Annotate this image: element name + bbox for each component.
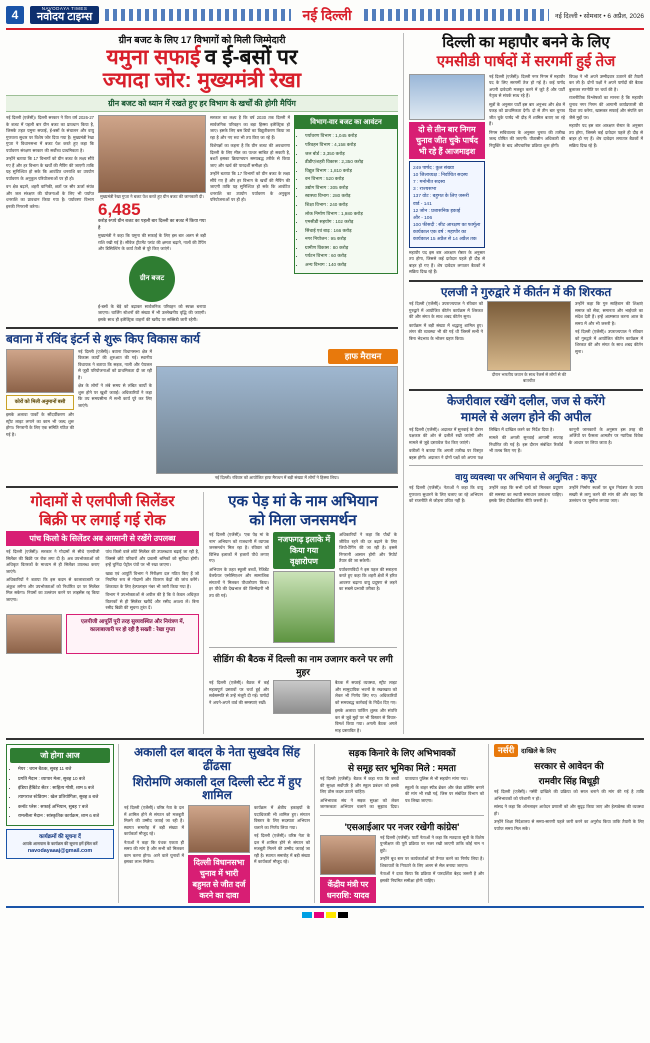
masthead-decor-bars-2 xyxy=(364,9,549,21)
sru-sir-stories xyxy=(314,744,484,903)
budget-item: • नगर नियोजन : 95 करोड़ xyxy=(305,235,394,243)
sru-headline-line1: सड़क किनारे के लिए अभिभावकों xyxy=(348,748,456,759)
today-event-item: • रामलीला मैदान : सांस्कृतिक कार्यक्रम, शाम 6 बजे xyxy=(18,812,110,819)
budget-item: • सिंचाई एवं बाढ़ : 166 करोड़ xyxy=(305,227,394,235)
mcd-text-col-2 xyxy=(335,680,397,734)
mayor-headline-line2: एमसीडी पार्षदों में सरगर्मी हुई तेज xyxy=(436,52,616,70)
tree-paragraph: अधिकारियों ने कहा कि पौधों के जीवित रहने की दर बढ़ाने के लिए जियो-टैगिंग की जा रही है। इससे निगरानी आसान होगी और रिपोर्ट तैयार की जा सकेगी। xyxy=(339,532,397,564)
mcd-paragraph: इसके अलावा पार्किंग शुल्क और संपत्ति कर से जुड़े मुद्दों पर भी विस्तार से विचार-विमर्श किया गया। अगली बैठक अगले माह प्रस्तावित है। xyxy=(335,708,397,733)
nursery-paragraph: उन्होंने शिक्षा निदेशालय से समय-सारणी पहले जारी करने का अनुरोध किया ताकि तैयारी के लिए पर्याप्त समय मिल सके। xyxy=(494,819,644,831)
mcd-fact: 3 : राज्यसभा xyxy=(413,187,437,193)
ayush-headline: वायु व्यवस्था पर अभियान से अनुचित : कपूर xyxy=(455,472,597,483)
color-swatch-cyan xyxy=(302,912,312,918)
lg-text-col-2 xyxy=(575,301,643,385)
akali-headline-line1: अकाली दल बादल के नेता सुखदेव सिंह ढींढसा xyxy=(133,745,301,774)
sir-headline: 'एसआईआर पर नजर रखेगी कांग्रेस' xyxy=(344,821,460,832)
akali-photo xyxy=(188,805,250,853)
print-registration-colorbar xyxy=(6,912,644,918)
budget-item: • अन्य विभाग : 140 करोड़ xyxy=(305,261,394,269)
green-budget-seal: ग्रीन बजट xyxy=(129,256,175,302)
mcd-fact: 7 : मनोनीत सदस्य xyxy=(413,179,445,185)
logo-latin-name: NAVODAYA TIMES xyxy=(41,6,88,12)
budget-item: • वन विभाग : 520 करोड़ xyxy=(305,175,394,183)
mayor-paragraph: महापौर पद इस बार आरक्षण रोस्टर के अनुसार तय होगा, जिससे कई दावेदार पहले ही दौड़ से बाहर हो गए हैं। शेष दावेदार लगातार बैठकों में सक्रिय दिख रहे हैं। xyxy=(569,123,643,148)
lg-photo xyxy=(487,301,571,371)
sir-caption: केंद्रीय मंत्री पर धनराशि: यादव xyxy=(320,877,376,903)
tree-paragraph: पर्यावरणविदों ने इस पहल की सराहना करते हुए कहा कि शहरी क्षेत्रों में हरित आवरण बढ़ाना वायु प्रदूषण से लड़ने का सबसे प्रभावी तरीका है। xyxy=(339,566,397,592)
today-event-item: • प्रगति मैदान : व्यापार मेला, सुबह 10 बजे xyxy=(18,775,110,782)
lead-paragraph: नई दिल्ली (एजेंसी)। दिल्ली सरकार ने वित्त वर्ष 2026-27 के बजट में पहली बार ग्रीन बजट का प्रावधान किया है, जिसके तहत यमुना सफाई, ई-बसों के संचालन और वायु गुणवत्ता सुधार पर विशेष जोर दिया गया है। मुख्यमंत्री रेखा गुप्ता ने विधानसभा में बजट पेश करते हुए कहा कि पर्यावरण संरक्षण सरकार की सर्वोच्च प्राथमिकता है। xyxy=(6,115,94,153)
budget-item: • विद्युत विभाग : 1,810 करोड़ xyxy=(305,167,394,175)
budget-item: • परिवहन विभाग : 4,158 करोड़ xyxy=(305,141,394,149)
mayor-col-3 xyxy=(569,74,643,276)
sir-photo xyxy=(320,835,376,875)
lead-big-number: 6,485 xyxy=(98,200,141,220)
lpg-paragraph: नई दिल्ली (एजेंसी)। सरकार ने गोदामों से सीधे एलपीजी सिलेंडर की बिक्री पर रोक लगा दी है। अब उपभोक्ताओं को अधिकृत वितरकों के माध्यम से ही सिलेंडर उपलब्ध कराए जाएंगे। xyxy=(6,549,100,574)
akali-headline-line2: शिरोमणि अकाली दल दिल्ली स्टेट में हुए शामिल xyxy=(132,774,302,803)
lead-body-col-3 xyxy=(210,115,290,323)
contact-email[interactable]: navodayaaaj@gmail.com xyxy=(27,847,93,854)
lpg-paragraph: विभाग ने उपभोक्ताओं से अपील की है कि वे केवल अधिकृत वितरकों से ही सिलेंडर खरीदें और रसीद अवश्य लें। बिना रसीद बिक्री की सूचना तुरंत दें। xyxy=(105,592,199,611)
lead-photo-caption: मुख्यमंत्री रेखा गुप्ता ने बजट पेश करते हुए ग्रीन बजट की जानकारी दी। xyxy=(100,194,204,200)
nursery-headline-line3: रामवीर सिंह बिधूड़ी xyxy=(538,776,600,787)
budget-item: • ग्रामीण विकास : 80 करोड़ xyxy=(305,244,394,252)
ayush-paragraph: उन्होंने निर्माण स्थलों पर धूल नियंत्रण के उपाय सख्ती से लागू करने की मांग की और कहा कि उल्लंघन पर जुर्माना लगाया जाए। xyxy=(569,485,643,504)
mayor-paragraph: विपक्ष ने भी अपने उम्मीदवार उतारने की तैयारी कर ली है। दोनों पक्षों ने अपने पार्षदों की बैठक बुलाकर रणनीति पर चर्चा की है। xyxy=(569,73,643,92)
bawana-paragraph: क्षेत्र के लोगों ने लंबे समय से लंबित कार्यों के शुरू होने पर खुशी जताई। अधिकारियों ने कहा कि तय समयसीमा में सभी कार्य पूरे कर लिए जाएंगे। xyxy=(78,383,152,408)
lead-paragraph: सरकार का लक्ष्य है कि वर्ष 2030 तक दिल्ली में सार्वजनिक परिवहन का बड़ा हिस्सा इलेक्ट्रिक हो जाए। इसके लिए बस डिपो का विद्युतीकरण किया जा रहा है और नए रूट भी तय किए जा रहे हैं। xyxy=(210,115,290,140)
lg-paragraph: कार्यक्रम में बड़ी संख्या में श्रद्धालु शामिल हुए। लंगर की व्यवस्था भी की गई थी जिसमें सभी ने बिना भेदभाव के भोजन ग्रहण किया। xyxy=(409,322,483,341)
sir-paragraph: उन्होंने बूथ स्तर पर कार्यकर्ताओं को तैनात करने का निर्णय लिया है। शिकायतों के निपटारे के लिए अलग से सेल बनाया जाएगा। xyxy=(380,856,484,868)
budget-item: • पर्यावरण विभाग : 1,045 करोड़ xyxy=(305,132,394,140)
akali-text-col xyxy=(124,805,184,903)
bawana-photo-block xyxy=(6,349,74,482)
mcd-text-col xyxy=(209,680,269,734)
mayor-paragraph: नई दिल्ली (एजेंसी)। दिल्ली नगर निगम में महापौर पद के लिए सरगर्मी तेज हो गई है। कई पार्षद अपनी दावेदारी मजबूत करने में जुटे हैं और पार्टी नेतृत्व से संपर्क साध रहे हैं। xyxy=(489,73,565,99)
mayor-photo xyxy=(409,74,485,120)
lead-subhead: ग्रीन बजट को ध्यान में रखते हुए हर विभाग के खर्चों की होगी मैपिंग xyxy=(6,95,398,112)
tree-paragraph: नई दिल्ली (एजेंसी)। 'एक पेड़ मां के नाम' अभियान को राजधानी में व्यापक जनसमर्थन मिल रहा है। रविवार को विभिन्न इलाकों में हजारों पौधे लगाए गए। xyxy=(209,532,269,564)
akali-paragraph: नई दिल्ली (एजेंसी)। वरिष्ठ नेता के दल में शामिल होने से संगठन को मजबूती मिलने की उम्मीद जताई जा रही है। स्वागत समारोह में बड़ी संख्या में कार्यकर्ता मौजूद रहे। xyxy=(254,833,310,865)
lpg-headline-line1: गोदामों से एलपीजी सिलेंडर xyxy=(30,492,175,510)
akali-paragraph: नई दिल्ली (एजेंसी)। वरिष्ठ नेता के दल में शामिल होने से संगठन को मजबूती मिलने की उम्मीद जताई जा रही है। स्वागत समारोह में बड़ी संख्या में कार्यकर्ता मौजूद रहे। xyxy=(124,805,184,837)
budget-allocation-panel xyxy=(294,115,398,323)
mcd-fact: 10 जिलाध्यक्ष : निर्वाचित सदस्य xyxy=(413,172,468,178)
right-section xyxy=(403,33,643,734)
budget-item: • एमसीडी सहयोग : 102 करोड़ xyxy=(305,218,394,226)
tree-paragraph: अभियान के तहत स्कूली बच्चों, रेजिडेंट वेलफेयर एसोसिएशन और सामाजिक संगठनों ने मिलकर पौधारोपण किया। हर पौधे की देखभाल की जिम्मेदारी भी तय की गई। xyxy=(209,566,269,598)
color-swatch-black xyxy=(338,912,348,918)
mcd-photo-block xyxy=(273,680,331,734)
bawana-text-block xyxy=(78,349,152,482)
budget-item: • जल बोर्ड : 3,350 करोड़ xyxy=(305,150,394,158)
akali-story xyxy=(118,744,310,903)
publication-logo xyxy=(30,6,99,24)
kejriwal-paragraph: नई दिल्ली (एजेंसी)। अदालत में सुनवाई के दौरान पक्षकार की ओर से दलीलें रखी जाएंगी और मामले से जुड़े दस्तावेज पेश किए जाएंगे। xyxy=(409,426,483,445)
nursery-headline-line2: सरकार से आवेदन की xyxy=(534,761,604,772)
ayush-paragraph: उन्होंने कहा कि सभी दलों को मिलकर प्रदूषण की समस्या का स्थायी समाधान तलाशना चाहिए। इसके लिए दीर्घकालिक नीति जरूरी है। xyxy=(489,485,563,504)
lead-paragraph: उन्होंने बताया कि 17 विभागों को ग्रीन बजट के लक्ष्य सौंपे गए हैं और हर विभाग के खर्चों की मैपिंग की जाएगी ताकि यह सुनिश्चित हो सके कि आवंटित धनराशि का उपयोग पर्यावरण के अनुकूल परियोजनाओं पर ही हो। xyxy=(6,156,94,181)
mayor-col-2 xyxy=(489,74,565,276)
bawana-quote: कोरों को मिली अनुमानों बसी xyxy=(6,395,74,411)
mcd-fact: कार्यकाल एक वर्ष : महापौर का कार्यकाल 15 अप्रैल से 14 अप्रैल तक xyxy=(413,230,477,243)
lg-headline: एलजी ने गुरुद्वारे में कीर्तन में की शिरकत xyxy=(440,284,612,299)
lead-paragraph: मुख्यमंत्री ने कहा कि यमुना की सफाई के लिए इस बार अलग से बड़ी राशि रखी गई है। सीवेज ट्रीटमेंट प्लांट की क्षमता बढ़ाने, नालों की टैपिंग और डिसिल्टिंग के कार्य तेजी से पूरे किए जाएंगे। xyxy=(98,233,206,252)
masthead-city: नई दिल्ली xyxy=(302,6,352,23)
bawana-paragraph: इसके अलावा पार्कों के सौंदर्यीकरण और स्ट्रीट लाइट लगाने का काम भी जल्द शुरू होगा। निगरानी के लिए एक समिति गठित की गई है। xyxy=(6,412,74,437)
reader-contact-box xyxy=(6,829,114,859)
nursery-headline-line1: दाखिले के लिए xyxy=(521,748,556,756)
today-event-item: • कनॉट प्लेस : सफाई अभियान, सुबह 7 बजे xyxy=(18,803,110,810)
tree-photo-caption: नजफगढ़ इलाके में किया गया वृक्षारोपण xyxy=(273,532,335,569)
lpg-paragraph: अधिकारियों ने बताया कि इस कदम से कालाबाजारी पर अंकुश लगेगा और उपभोक्ताओं को निर्धारित दर पर सिलेंडर मिल सकेगा। नियमों का उल्लंघन करने पर लाइसेंस रद्द किया जाएगा। xyxy=(6,577,100,602)
kejriwal-headline-line1: केजरीवाल रखेंगे दलील, जज से करेंगे xyxy=(446,394,606,409)
marathon-caption: नई दिल्ली। रविवार को आयोजित हाफ मैराथन में बड़ी संख्या में लोगों ने हिस्सा लिया। xyxy=(214,474,340,480)
akali-caption: दिल्ली विधानसभा चुनाव में भारी बहुमत से जीत दर्ज करने का दावा xyxy=(188,855,250,903)
lpg-paragraph: खाद्य एवं आपूर्ति विभाग ने निरीक्षण दल गठित किए हैं जो नियमित रूप से गोदामों और वितरण केंद्रों की जांच करेंगे। शिकायत के लिए हेल्पलाइन नंबर भी जारी किया गया है। xyxy=(105,570,199,589)
today-events-block xyxy=(6,744,114,903)
bawana-photo xyxy=(6,349,74,393)
lpg-story xyxy=(6,492,199,735)
marathon-badge: हाफ मैराथन xyxy=(328,349,398,364)
sir-text-col xyxy=(380,835,484,903)
lead-photo-block xyxy=(98,115,206,323)
mayor-paragraph: सूत्रों के अनुसार पार्टी इस बार अनुभव और क्षेत्र में पकड़ को प्राथमिकता देगी। दो से तीन बार चुनाव जीत चुके पार्षद भी दौड़ में शामिल बताए जा रहे हैं। xyxy=(489,101,565,127)
tree-headline-line1: एक पेड़ मां के नाम अभियान xyxy=(228,492,378,510)
tree-photo xyxy=(273,571,335,643)
tree-text-col xyxy=(209,532,269,643)
lpg-subhead: पांच किलो के सिलेंडर अब आसानी से रखेंगे उपलब्ध xyxy=(6,531,199,546)
sru-paragraph: नई दिल्ली (एजेंसी)। बैठक में कहा गया कि बच्चों की सुरक्षा सर्वोपरि है और स्कूल प्रबंधन को इसके लिए ठोस कदम उठाने चाहिए। xyxy=(320,776,399,795)
today-event-item: • मेयर : चयन बैठक, सुबह 11 बजे xyxy=(18,765,110,772)
sru-headline-line2: से समूह स्तर भूमिका मिले : ममता xyxy=(348,763,456,774)
tree-photo-block xyxy=(273,532,335,643)
mayor-paragraph: राजनीतिक विश्लेषकों का मानना है कि महापौर चुनाव नगर निगम की आगामी कार्यप्रणाली की दिशा तय करेगा, खासकर सफाई और संपत्ति कर जैसे मुद्दों पर। xyxy=(569,95,643,120)
mayor-paragraph: निगम सचिवालय के अनुसार चुनाव की तारीख जल्द घोषित की जाएगी। पीठासीन अधिकारी की नियुक्ति के बाद औपचारिक प्रक्रिया शुरू होगी। xyxy=(489,129,565,148)
budget-item: • लोक निर्माण विभाग : 1,980 करोड़ xyxy=(305,210,394,218)
budget-item: • पर्यटन विभाग : 60 करोड़ xyxy=(305,252,394,260)
bottom-section xyxy=(6,744,644,903)
bawana-headline: बवाना में रविंद इंटर्न से शुरू किए विकास कार्य xyxy=(6,332,200,347)
mcd-meeting-headline: सीडिंग की बैठक में दिल्ली का नाम उजागर करने पर लगी मुहर xyxy=(213,654,393,678)
mayor-headline-part3: बनने के लिए xyxy=(542,34,610,51)
sir-paragraph: नेताओं ने दावा किया कि प्रक्रिया में पारदर्शिता बेहद जरूरी है और इसकी नियमित समीक्षा होनी चाहिए। xyxy=(380,871,484,883)
mcd-photo xyxy=(273,680,331,714)
budget-panel-title: विभाग-वार बजट का आवंटन xyxy=(295,116,397,129)
mcd-fact: वार्ड - 141 xyxy=(413,201,432,207)
lead-photo xyxy=(98,115,206,193)
lpg-minister-photo xyxy=(6,614,62,654)
kejriwal-paragraph: कानूनी जानकारों के अनुसार इस तरह की अर्जियों पर फैसला आमतौर पर न्यायिक विवेक के आधार पर लिया जाता है। xyxy=(569,426,643,445)
mcd-fact: और - 106 xyxy=(413,215,433,221)
sir-photo-block xyxy=(320,835,376,903)
mcd-paragraph: नई दिल्ली (एजेंसी)। बैठक में कई महत्वपूर्ण प्रस्तावों पर चर्चा हुई और सर्वसम्मति से उन्हें मंजूरी दी गई। पार्षदों ने अपने-अपने वार्ड की समस्याएं रखीं। xyxy=(209,680,269,705)
lg-paragraph: उन्होंने कहा कि गुरु साहिबान की शिक्षाएं समाज को सेवा, समानता और भाईचारे का संदेश देती हैं। इन्हें आत्मसात करना आज के समय में और भी जरूरी है। xyxy=(575,301,643,326)
kejriwal-paragraph: वकीलों ने बताया कि अगली तारीख पर विस्तृत बहस होगी। अदालत ने दोनों पक्षों को अपना पक्ष लिखित में दाखिल करने का निर्देश दिया है। xyxy=(409,426,554,460)
sru-paragraph: स्कूलों के बाहर स्पीड ब्रेकर और जेब्रा क्रॉसिंग बनाने की मांग भी रखी गई, जिस पर संबंधित विभाग को पत्र लिखा जाएगा। xyxy=(405,784,484,803)
mcd-paragraph: बैठक में सफाई व्यवस्था, स्ट्रीट लाइट और सामुदायिक भवनों के रखरखाव को लेकर भी निर्णय लिए गए। अधिकारियों को समयबद्ध कार्रवाई के निर्देश दिए गए। xyxy=(335,680,397,705)
mcd-fact: 249 पार्षद : कुल संख्या xyxy=(413,165,454,171)
lead-paragraph: विशेषज्ञों का कहना है कि ग्रीन बजट की अवधारणा दिल्ली के लिए मील का पत्थर साबित हो सकती है, बशर्ते इसका क्रियान्वयन समयबद्ध तरीके से किया जाए और खर्च की पारदर्शी समीक्षा हो। xyxy=(210,143,290,168)
akali-paragraph: नेताओं ने कहा कि पंथक एकता ही समय की मांग है और सभी को मिलकर काम करना होगा। आने वाले चुनावों में इसका लाभ मिलेगा। xyxy=(124,839,184,865)
tree-headline-line2: को मिला जनसमर्थन xyxy=(249,511,357,529)
left-section xyxy=(6,33,398,734)
page-number: 4 xyxy=(6,6,24,24)
nursery-story xyxy=(488,744,644,903)
mayor-headline-line1 xyxy=(409,35,643,52)
mayor-headline-part1: दिल्ली का xyxy=(442,34,495,51)
lead-headline-part2: व ई-बसों पर xyxy=(204,46,298,69)
ayush-paragraph: नई दिल्ली (एजेंसी)। नेताओं ने कहा कि वायु गुणवत्ता सुधारने के लिए चलाए जा रहे अभियान को राजनीति से जोड़ना उचित नहीं है। xyxy=(409,485,483,504)
contact-subtitle: आपके आसपास के कार्यक्रम की सूचना हमें ईमेल करें xyxy=(22,840,98,846)
lead-paragraph: ई-बसों के बेड़े को बढ़ाकर सार्वजनिक परिवहन को स्वच्छ बनाया जाएगा। चार्जिंग स्टेशनों की संख्या में भी उल्लेखनीय वृद्धि की जाएगी। इसके साथ ही इलेक्ट्रिक वाहनों की खरीद पर सब्सिडी जारी रहेगी। xyxy=(98,303,206,322)
lg-text-col xyxy=(409,301,483,385)
lg-photo-caption: दौरान भारतीय जवान के साथ रेंजर्स से लोगों से की बातचीत xyxy=(491,372,567,384)
logo-hindi-name: नवोदय टाइम्स xyxy=(37,10,93,23)
tree-story xyxy=(203,492,397,735)
tree-text-col-2 xyxy=(339,532,397,643)
budget-item: • उद्योग विभाग : 305 करोड़ xyxy=(305,184,394,192)
mayor-col-1 xyxy=(409,74,485,276)
lpg-headline-line2: बिक्री पर लगाई गई रोक xyxy=(39,511,166,529)
nursery-paragraph: नई दिल्ली (एजेंसी)। नर्सरी दाखिले की प्रक्रिया को सरल बनाने की मांग की गई है ताकि अभिभावकों को परेशानी न हो। xyxy=(494,789,644,801)
masthead xyxy=(6,4,644,30)
lead-kicker: ग्रीन बजट के लिए 17 विभागों को मिली जिम्मेदारी xyxy=(118,35,286,46)
nursery-badge: नर्सरी xyxy=(494,744,518,757)
masthead-date: नई दिल्ली • सोमवार • 6 अप्रैल, 2026 xyxy=(554,12,644,20)
color-swatch-yellow xyxy=(326,912,336,918)
lead-big-number-sub: करोड़ रुपये ग्रीन बजट का पहली बार दिल्ली का बजट में किया गया है xyxy=(98,218,206,230)
lg-photo-block xyxy=(487,301,571,385)
masthead-decor-bars xyxy=(105,9,290,21)
lg-paragraph: नई दिल्ली (एजेंसी)। उपराज्यपाल ने रविवार को गुरुद्वारे में आयोजित कीर्तन कार्यक्रम में शिरकत की और संगत के साथ शबद कीर्तन सुना। xyxy=(575,329,643,354)
mcd-fact: 137 वोट : बहुमत के लिए जरूरी xyxy=(413,194,469,200)
kejriwal-headline-line2: मामले से अलग होने की अपील xyxy=(460,410,592,424)
lead-paragraph: वन क्षेत्र बढ़ाने, शहरी वानिकी, छतों पर सौर ऊर्जा संयंत्र और जल संरक्षण की योजनाओं के लिए भी पर्याप्त धनराशि का प्रावधान किया गया है। पर्यावरण विभाग इनकी निगरानी करेगा। xyxy=(6,184,94,209)
mcd-fact: 12 जोन : प्रशासनिक इकाई xyxy=(413,208,461,214)
akali-photo-block xyxy=(188,805,250,903)
mayor-paragraph: महापौर पद इस बार आरक्षण रोस्टर के अनुसार तय होगा, जिससे कई दावेदार पहले ही दौड़ से बाहर हो गए हैं। शेष दावेदार लगातार बैठकों में सक्रिय दिख रहे हैं। xyxy=(409,249,485,275)
marathon-block xyxy=(156,349,398,482)
lead-headline-part1: यमुना सफाई xyxy=(106,46,201,69)
mcd-fact: 100 फीसदी : सीट आरक्षण का फार्मूला xyxy=(413,223,481,229)
color-swatch-magenta xyxy=(314,912,324,918)
mayor-headline-part2: महापौर xyxy=(498,34,539,51)
today-event-item: • त्यागराज स्टेडियम : खेल प्रतियोगिता, सुबह 8 बजे xyxy=(18,793,110,800)
budget-item: • स्वास्थ्य विभाग : 280 करोड़ xyxy=(305,192,394,200)
akali-text-col-2 xyxy=(254,805,310,903)
today-box-title: जो होगा आज xyxy=(10,748,110,763)
bawana-paragraph: नई दिल्ली (एजेंसी)। बवाना विधानसभा क्षेत्र में विकास कार्यों की शुरुआत की गई। स्थानीय विधायक ने बताया कि सड़क, नाली और पेयजल से जुड़ी परियोजनाओं को प्राथमिकता दी जा रही है। xyxy=(78,348,152,380)
today-event-list xyxy=(10,765,110,819)
lg-paragraph: नई दिल्ली (एजेंसी)। उपराज्यपाल ने रविवार को गुरुद्वारे में आयोजित कीर्तन कार्यक्रम में शिरकत की और संगत के साथ शबद कीर्तन सुना। xyxy=(409,301,483,320)
mayor-photo-caption: दो से तीन बार निगम चुनाव जीत चुके पार्षद भी रहे हैं आजमाइश xyxy=(409,122,485,159)
lead-body-col-1 xyxy=(6,115,94,323)
nursery-paragraph: सांसद ने कहा कि ऑनलाइन आवेदन प्रणाली को और सुदृढ़ किया जाए और हेल्पडेस्क की व्यवस्था हो। xyxy=(494,804,644,816)
lead-headline xyxy=(6,47,398,92)
kejriwal-paragraph: मामले की अगली सुनवाई आगामी सप्ताह निर्धारित की गई है। इस दौरान संबंधित रिकॉर्ड भी तलब किए गए हैं। xyxy=(489,435,563,454)
akali-paragraph: कार्यक्रम में क्षेत्रीय इकाइयों के पदाधिकारी भी शामिल हुए। संगठन विस्तार के लिए सदस्यता अभियान चलाने का निर्णय लिया गया। xyxy=(254,805,310,830)
budget-item: • डीडीए/शहरी विकास : 2,350 करोड़ xyxy=(305,158,394,166)
sir-paragraph: नई दिल्ली (एजेंसी)। पार्टी नेताओं ने कहा कि मतदाता सूची के विशेष पुनरीक्षण की पूरी प्रक्रिया पर नजर रखी जाएगी ताकि कोई नाम न छूटे। xyxy=(380,834,484,853)
today-event-item: • इंडिया हैबिटेट सेंटर : साहित्य गोष्ठी, शाम 5 बजे xyxy=(18,784,110,791)
sru-paragraph: अभिभावक संघ ने सड़क सुरक्षा को लेकर जागरूकता अभियान चलाने का सुझाव दिया। यातायात पुलिस से भी सहयोग मांगा गया। xyxy=(320,776,469,810)
mcd-facts-box xyxy=(409,161,485,248)
budget-item-list xyxy=(298,132,394,268)
marathon-photo xyxy=(156,366,398,474)
lead-headline-part3: ज्यादा जोर: मुख्यमंत्री रेखा xyxy=(102,68,302,92)
contact-title: कार्यक्रमों की सूचना दें xyxy=(39,833,81,840)
lpg-quote: एलपीजी आपूर्ति पूरी तरह सुव्यवस्थित और नियंत्रण में, कालाबाजारी पर हो रही है सख्ती : रेखा गुप्ता xyxy=(66,614,199,654)
lpg-paragraph: पांच किलो वाले छोटे सिलेंडर की उपलब्धता बढ़ाई जा रही है, जिससे छोटे परिवारों और प्रवासी श्रमिकों को सुविधा होगी। इन्हें चुनिंदा पेट्रोल पंपों पर भी रखा जाएगा। xyxy=(105,549,199,568)
lead-paragraph: उन्होंने बताया कि 17 विभागों को ग्रीन बजट के लक्ष्य सौंपे गए हैं और हर विभाग के खर्चों की मैपिंग की जाएगी ताकि यह सुनिश्चित हो सके कि आवंटित धनराशि का उपयोग पर्यावरण के अनुकूल परियोजनाओं पर ही हो। xyxy=(210,171,290,203)
budget-item: • शिक्षा विभाग : 240 करोड़ xyxy=(305,201,394,209)
